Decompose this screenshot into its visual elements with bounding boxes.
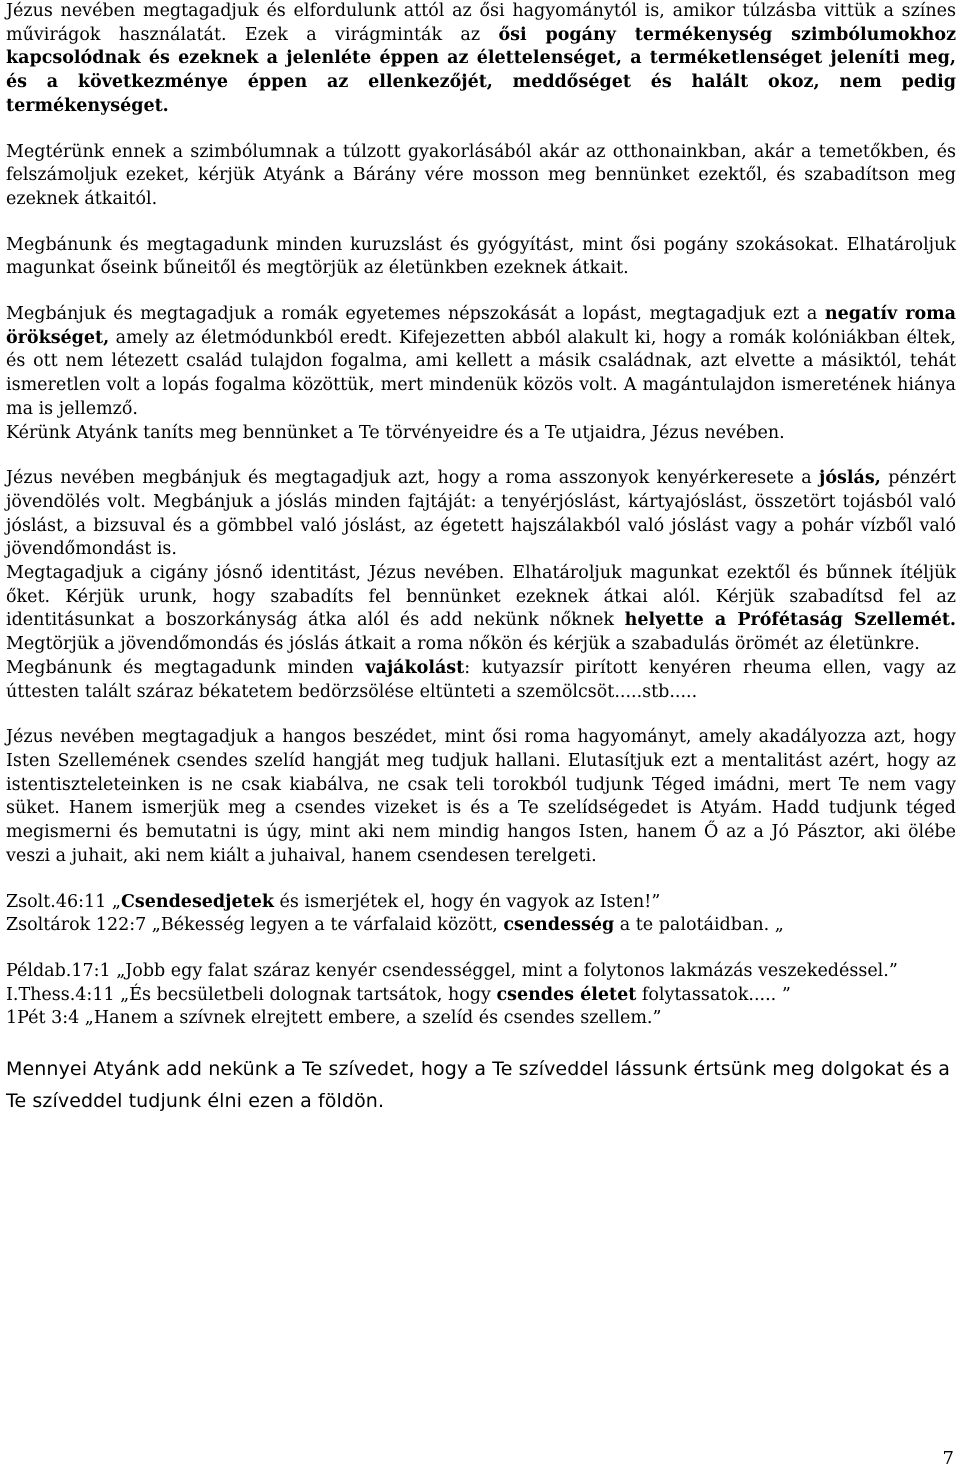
document-page xyxy=(6,0,956,1117)
paragraph-charms: Megbánunk és megtagadunk minden vajákolást: kutyazsír pirított kenyéren rheuma ellen, vagy az úttesten talált száraz békatetem bedörzsölése eltünteti a szemölcsöt.....stb..... xyxy=(6,657,956,702)
verse-psalm-46: Zsolt.46:11 „Csendesedjetek és ismerjétek el, hogy én vagyok az Isten!” xyxy=(6,891,661,912)
bold-text: ősi pogány termékenység szimbólumokhoz kapcsolódnak és ezeknek a jelenléte éppen az élettelenséget, a terméketlenséget jeleníti meg, és a következménye éppen az ellenkezőjét, meddőséget és halált okoz, nem pedig termékenységet. xyxy=(6,24,957,116)
paragraph-loud-speech: Jézus nevében megtagadjuk a hangos beszédet, mint ősi roma hagyományt, amely akadályozza azt, hogy Isten Szellemének csendes szelíd hangját meg tudjuk hallani. Elutasítjuk ezt a mentalitást azért, hogy az istentiszteleteinken is ne csak kiabálva, ne csak teli torokból tudjunk Téged imádni, mert Te nem vagy süket. Hanem ismerjük meg a csendes vizeket is és a Te szelídségedet is Atyám. Hadd tudjunk téged megismerni és bemutatni is úgy, mint aki nem mindig hangos Isten, hanem Ő az a Jó Pásztor, aki ölébe veszi a juhait, aki nem kiált a juhaival, hanem csendesen terelgeti. xyxy=(6,727,956,866)
paragraph-symbol-repentance: Megtérünk ennek a szimbólumnak a túlzott gyakorlásából akár az otthonainkban, akár a temetőkben, és felszámoljuk ezeket, kérjük Atyánk a Bárány vére mosson meg bennünket ezektől, és szabadítson meg ezeknek átkaitól. xyxy=(6,141,956,209)
paragraph-theft: Megbánjuk és megtagadjuk a romák egyetemes népszokását a lopást, megtagadjuk ezt a negatív roma örökséget, amely az életmódunkból eredt. Kifejezetten abból alakult ki, hogy a romák kolóniákban éltek, és ott nem létezett család tulajdon fogalma, ami kellett a másik családnak, azt elvette a másiktól, tehát ismeretlen volt a lopás fogalma közöttük, mert mindenük közös volt. A magántulajdon ismeretének hiánya ma is jellemző. xyxy=(6,304,956,419)
verse-1-peter: 1Pét 3:4 „Hanem a szívnek elrejtett embere, a szelíd és csendes szellem.” xyxy=(6,1008,662,1029)
paragraph-teach-us: Kérünk Atyánk taníts meg bennünket a Te törvényeidre és a Te utjaidra, Jézus nevében. xyxy=(6,422,785,443)
verse-psalm-122: Zsoltárok 122:7 „Békesség legyen a te várfalaid között, csendesség a te palotáidban. „ xyxy=(6,915,784,936)
bold-text: csendes életet xyxy=(496,984,637,1005)
paragraph-fortune-teller-identity: Megtagadjuk a cigány jósnő identitást, Jézus nevében. Elhatároljuk magunkat ezektől és bűnnek ítéljük őket. Kérjük urunk, hogy szabadíts fel bennünket ezeknek átkai alól. Kérjük szabadítsd fel az identitásunkat a boszorkányság átka alól és add nekünk nőknek helyette a Prófétaság Szellemét. Megtörjük a jövendőmondás és jóslás átkait a roma nőkön és kérjük a szabadulás örömét az életünkre. xyxy=(6,563,957,655)
verse-proverbs: Példab.17:1 „Jobb egy falat száraz kenyér csendességgel, mint a folytonos lakmázás veszekedéssel.” xyxy=(6,960,898,981)
page-number: 7 xyxy=(942,1448,954,1469)
verse-thessalonians: I.Thess.4:11 „És becsületbeli dolognak tartsátok, hogy csendes életet folytassatok..... ” xyxy=(6,984,791,1005)
bold-text: Csendesedjetek xyxy=(120,891,274,912)
paragraph-fortune-telling: Jézus nevében megbánjuk és megtagadjuk azt, hogy a roma asszonyok kenyérkeresete a jóslás, pénzért jövendölés volt. Megbánjuk a jóslás minden fajtáját: a tenyérjóslást, kártyajóslást, összetört tojásból való jóslást, a bizsuval és a gömbbel való jóslást, az égetett hajszálakból való jóslást vagy a pohár vízből való jövendőmondást is. xyxy=(6,468,956,560)
bold-text: jóslás, xyxy=(819,468,881,489)
bold-text: vajákolást xyxy=(365,657,465,678)
paragraph-artificial-flowers: Jézus nevében megtagadjuk és elfordulunk attól az ősi hagyománytól is, amikor túlzásba vittük a színes művirágok használatát. Ezek a virágminták az ősi pogány termékenység szimbólumokhoz kapcsolódnak és ezeknek a jelenléte éppen az élettelenséget, a terméketlenséget jeleníti meg, és a következménye éppen az ellenkezőjét, meddőséget és halált okoz, nem pedig termékenységet. xyxy=(6,1,957,116)
bold-text: helyette a Prófétaság Szellemét. xyxy=(624,610,957,631)
closing-prayer: Mennyei Atyánk add nekünk a Te szívedet, hogy a Te szíveddel lássunk értsünk meg dolgokat és a Te szíveddel tudjunk élni ezen a földön. xyxy=(6,1058,950,1113)
bold-text: negatív roma örökséget, xyxy=(6,304,956,348)
paragraph-quackery: Megbánunk és megtagadunk minden kuruzslást és gyógyítást, mint ősi pogány szokásokat. Elhatároljuk magunkat őseink bűneitől és megtörjük az életünkben ezeknek átkait. xyxy=(6,234,956,279)
bold-text: csendesség xyxy=(503,915,615,936)
